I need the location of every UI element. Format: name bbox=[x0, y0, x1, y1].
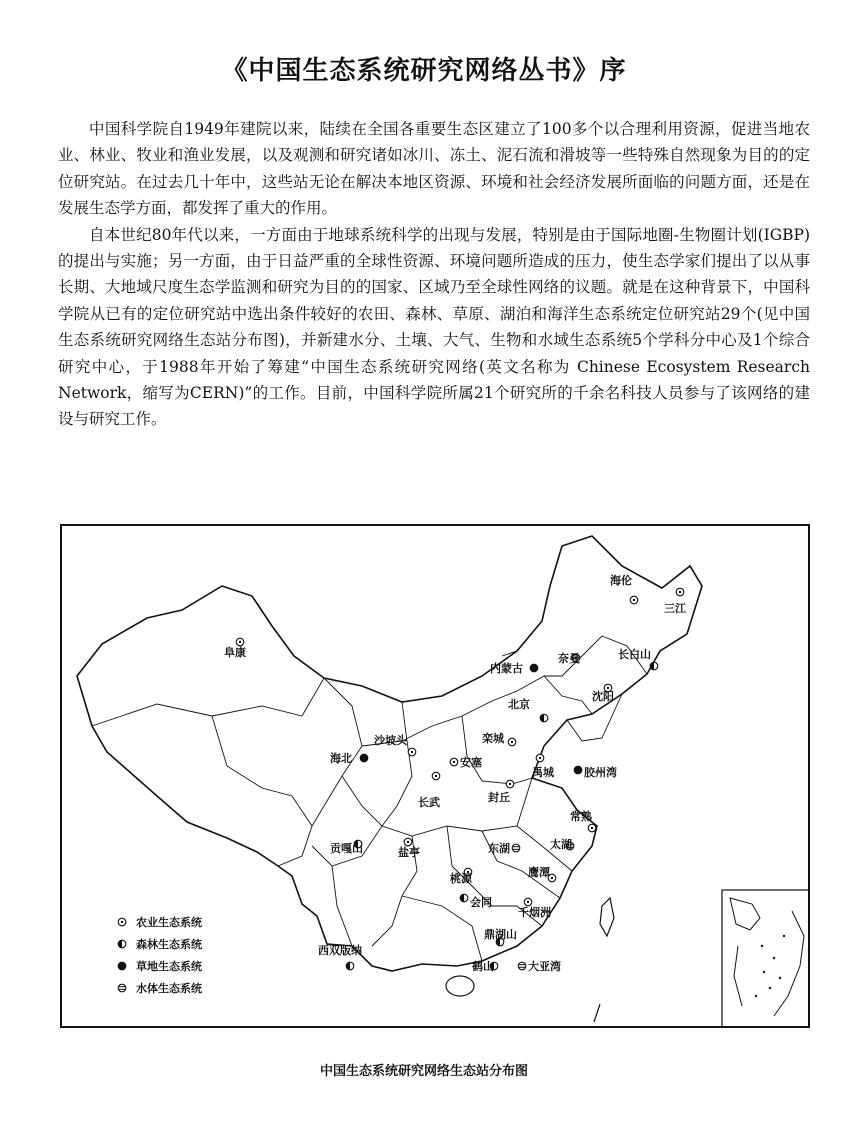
map-caption: 中国生态系统研究网络生态站分布图 bbox=[319, 1064, 528, 1079]
station-label: 禹城 bbox=[532, 766, 554, 779]
station-label: 长武 bbox=[418, 796, 440, 809]
agriculture-marker bbox=[404, 838, 412, 846]
paragraph-2: 自本世纪80年代以来，一方面由于地球系统科学的出现与发展，特别是由于国际地圈-生物圈计划(IGBP)的提出与实施；另一方面，由于日益严重的全球性资源、环境问题所造成的压力，使生态学家们提出了以从事长期、大地域尺度生态学监测和研究为目的的国家、区域乃至全球性网络的议题。就是在这种背景下，中国科学院从已有的定位研究站中选出条件较好的农田、森林、草原、湖泊和海洋生态系统定位研究站29个(见中国生态系统研究网络生态站分布图)，并新建水分、土壤、大气、生物和水域生态系统5个学科分中心及1个综合研究中心，于1988年开始了筹建“中国生态系统研究网络(英文名称为 Chinese Ecosystem Research Network，缩写为CERN)”的工作。目前，中国科学院所属21个研究所的千余名科技人员参与了该网络的建设与研究工作。 bbox=[58, 225, 810, 429]
station-label: 桃源 bbox=[450, 872, 472, 885]
station-3 bbox=[490, 661, 538, 675]
station-26 bbox=[318, 943, 362, 970]
station-label: 鹤山 bbox=[472, 960, 494, 973]
grassland-marker bbox=[118, 962, 126, 970]
station-10 bbox=[330, 751, 368, 765]
station-25 bbox=[484, 927, 517, 946]
hainan-island bbox=[446, 976, 474, 996]
station-label: 长白山 bbox=[618, 648, 651, 661]
station-14 bbox=[418, 772, 440, 809]
grassland-marker bbox=[574, 766, 582, 774]
station-label: 鼎湖山 bbox=[484, 928, 517, 941]
legend-item bbox=[118, 959, 202, 973]
station-label: 沈阳 bbox=[592, 690, 614, 703]
water-marker bbox=[518, 962, 526, 970]
station-label: 三江 bbox=[664, 602, 686, 615]
station-map bbox=[60, 524, 810, 1028]
station-label: 海北 bbox=[330, 752, 352, 765]
station-28 bbox=[518, 959, 561, 973]
station-label: 栾城 bbox=[482, 732, 504, 745]
station-22 bbox=[528, 865, 556, 882]
legend-label: 森林生态系统 bbox=[136, 938, 202, 951]
station-label: 鹰潭 bbox=[528, 866, 550, 879]
agriculture-marker bbox=[450, 758, 458, 766]
station-label: 胶州湾 bbox=[584, 766, 617, 779]
page-title: 《中国生态系统研究网络丛书》序 bbox=[221, 56, 627, 86]
station-0 bbox=[610, 573, 638, 604]
station-20 bbox=[550, 837, 574, 851]
water-marker bbox=[512, 844, 520, 852]
forest-marker bbox=[460, 894, 468, 902]
station-label: 盐亭 bbox=[398, 846, 420, 859]
station-18 bbox=[398, 838, 420, 859]
station-19 bbox=[488, 841, 520, 855]
legend-item bbox=[118, 981, 202, 995]
agriculture-marker bbox=[508, 738, 516, 746]
station-label: 太湖 bbox=[550, 838, 572, 851]
province-borders bbox=[92, 636, 647, 961]
agriculture-marker bbox=[536, 754, 544, 762]
station-9 bbox=[482, 731, 516, 746]
station-label: 安塞 bbox=[460, 756, 482, 769]
station-17 bbox=[330, 840, 363, 855]
station-label: 奈曼 bbox=[558, 652, 580, 665]
agriculture-marker bbox=[588, 824, 596, 832]
station-16 bbox=[570, 809, 596, 832]
legend-label: 农业生态系统 bbox=[136, 916, 202, 929]
station-label: 封丘 bbox=[488, 791, 510, 804]
agriculture-marker bbox=[118, 918, 126, 926]
border-tick bbox=[594, 1004, 600, 1022]
station-label: 贡嘎山 bbox=[330, 842, 363, 855]
forest-marker bbox=[540, 714, 548, 722]
station-12 bbox=[532, 754, 555, 779]
station-8 bbox=[374, 733, 416, 756]
station-label: 大亚湾 bbox=[528, 960, 561, 973]
china-map-svg bbox=[62, 526, 810, 1028]
station-label: 海伦 bbox=[610, 574, 632, 587]
paragraph-1: 中国科学院自1949年建院以来，陆续在全国各重要生态区建立了100多个以合理利用资源，促进当地农业、林业、牧业和渔业发展，以及观测和研究诸如冰川、冻土、泥石流和滑坡等一些特殊自然现象为目的的定位研究站。在过去几十年中，这些站无论在解决本地区资源、环境和社会经济发展所面临的问题方面，还是在发展生态学方面，都发挥了重大的作用。 bbox=[58, 120, 810, 218]
preface-body bbox=[58, 116, 810, 433]
station-21 bbox=[450, 868, 473, 885]
station-label: 千烟洲 bbox=[518, 906, 551, 919]
station-27 bbox=[471, 959, 498, 973]
legend-item bbox=[118, 937, 202, 951]
grassland-marker bbox=[360, 754, 368, 762]
south-china-sea-inset bbox=[722, 890, 810, 1028]
station-label: 北京 bbox=[508, 698, 530, 711]
taiwan-island bbox=[600, 898, 614, 936]
stations-layer bbox=[224, 573, 687, 973]
station-13 bbox=[574, 765, 617, 779]
agriculture-marker bbox=[236, 638, 244, 646]
station-label: 常熟 bbox=[570, 810, 592, 823]
agriculture-marker bbox=[432, 772, 440, 780]
forest-marker bbox=[118, 940, 126, 948]
station-label: 沙坡头 bbox=[374, 734, 407, 747]
station-24 bbox=[518, 898, 551, 919]
legend-label: 草地生态系统 bbox=[136, 960, 202, 973]
legend-item bbox=[118, 915, 202, 929]
station-23 bbox=[460, 894, 492, 909]
station-label: 东湖 bbox=[488, 842, 510, 855]
station-label: 内蒙古 bbox=[490, 662, 523, 675]
station-1 bbox=[664, 588, 687, 615]
agriculture-marker bbox=[524, 898, 532, 906]
station-7 bbox=[508, 697, 548, 722]
agriculture-marker bbox=[408, 748, 416, 756]
china-outline bbox=[77, 536, 702, 971]
station-4 bbox=[557, 651, 580, 665]
station-label: 西双版纳 bbox=[318, 944, 362, 957]
forest-marker bbox=[346, 962, 354, 970]
agriculture-marker bbox=[676, 588, 684, 596]
station-2 bbox=[224, 638, 246, 659]
agriculture-marker bbox=[506, 780, 514, 788]
station-label: 阜康 bbox=[224, 646, 246, 659]
forest-marker bbox=[650, 662, 658, 670]
legend bbox=[118, 915, 202, 995]
grassland-marker bbox=[530, 664, 538, 672]
station-label: 会同 bbox=[470, 896, 492, 909]
water-marker bbox=[118, 984, 126, 992]
station-15 bbox=[488, 780, 514, 804]
station-11 bbox=[450, 755, 482, 769]
legend-label: 水体生态系统 bbox=[136, 982, 202, 995]
agriculture-marker bbox=[630, 596, 638, 604]
station-6 bbox=[591, 684, 614, 703]
station-5 bbox=[618, 647, 658, 670]
